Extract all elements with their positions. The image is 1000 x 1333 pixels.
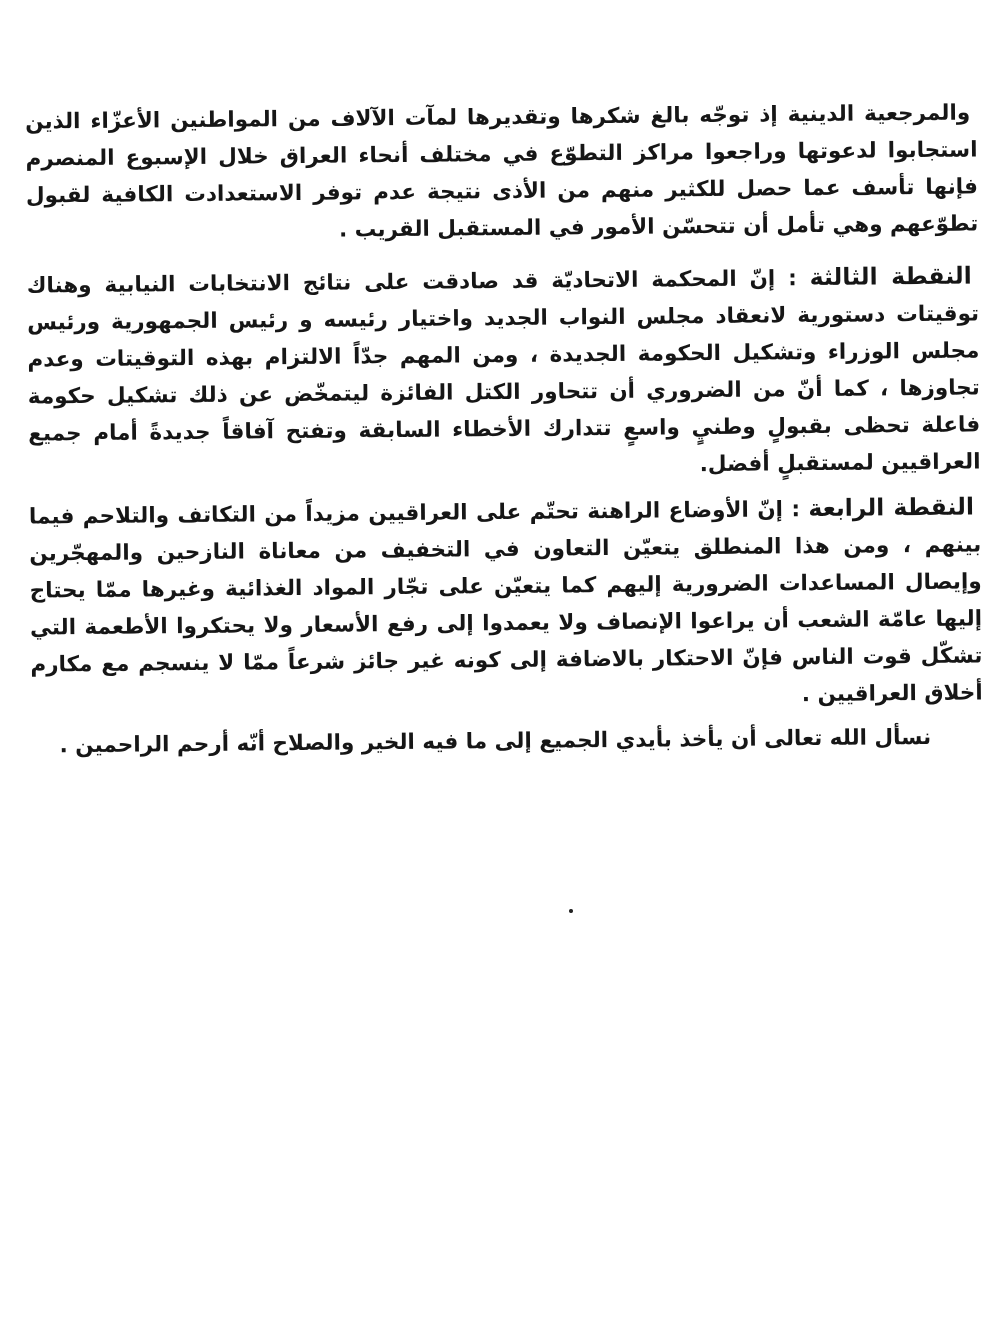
- paragraph-text: والمرجعية الدينية إذ توجّه بالغ شكرها وتقديرها لمآت الآلاف من المواطنين الأعزّاء الذين استجابوا لدعوتها وراجعوا مراكز التطوّع في مختلف أنحاء العراق خلال الإسبوع المنصرم فإنها تأسف عما حصل للكثير منهم من الأذى نتيجة عدم توفر الاستعدادت الكافية لقبول تطوّعهم وهي تأمل أن تتحسّن الأمور في المستقبل القريب .: [25, 100, 979, 243]
- closing-text: نسأل الله تعالى أن يأخذ بأيدي الجميع إلى ما فيه الخير والصلاح أنّه أرحم الراحمين .: [59, 724, 932, 759]
- point-four-paragraph: [29, 488, 983, 720]
- closing-line: [31, 718, 983, 764]
- paragraph-text: إنّ الأوضاع الراهنة تحتّم على العراقيين مزيداً من التكاتف والتلاحم فيما بينهم ، ومن هذا المنطلق يتعيّن التعاون في التخفيف من معاناة النازحين والمهجّرين وإيصال المساعدات الضرورية إليهم كما يتعيّن على تجّار المواد الغذائية وغيرها ممّا يحتاج إليها عامّة الشعب أن يراعوا الإنصاف ولا يعمدوا إلى رفع الأسعار ولا يحتكروا الأطعمة التي تشكّل قوت الناس فإنّ الاحتكار بالاضافة إلى كونه غير جائز شرعاً ممّا لا ينسجم مع مكارم أخلاق العراقيين .: [28, 497, 983, 708]
- ink-speck: [569, 909, 573, 913]
- heading-separator: :: [775, 266, 810, 292]
- opening-paragraph: [25, 94, 978, 251]
- point-three-heading: النقطة الثالثة: [809, 261, 972, 292]
- paragraph-text: إنّ المحكمة الاتحاديّة قد صادقت على نتائج الانتخابات النيابية وهناك توقيتات دستورية لانعقاد مجلس النواب الجديد واختيار رئيسه و رئيس الجمهورية ورئيس مجلس الوزراء وتشكيل الحكومة الجديدة ، ومن المهم جدّاً الالتزام بهذه التوقيتات وعدم تجاوزها ، كما أنّ من الضروري أن تتحاور الكتل الفائزة ليتمخّض عن ذلك تشكيل حكومة فاعلة تحظى بقبولٍ وطنيٍ واسعٍ تتدارك الأخطاء السابقة وتفتح آفاقاً جديدةً أمام جميع العراقيين لمستقبلٍ أفضل.: [26, 266, 981, 478]
- document-text-block: [25, 94, 983, 764]
- point-four-heading: النقطة الرابعة: [808, 492, 975, 523]
- point-three-paragraph: [27, 257, 981, 489]
- heading-separator: :: [782, 497, 809, 523]
